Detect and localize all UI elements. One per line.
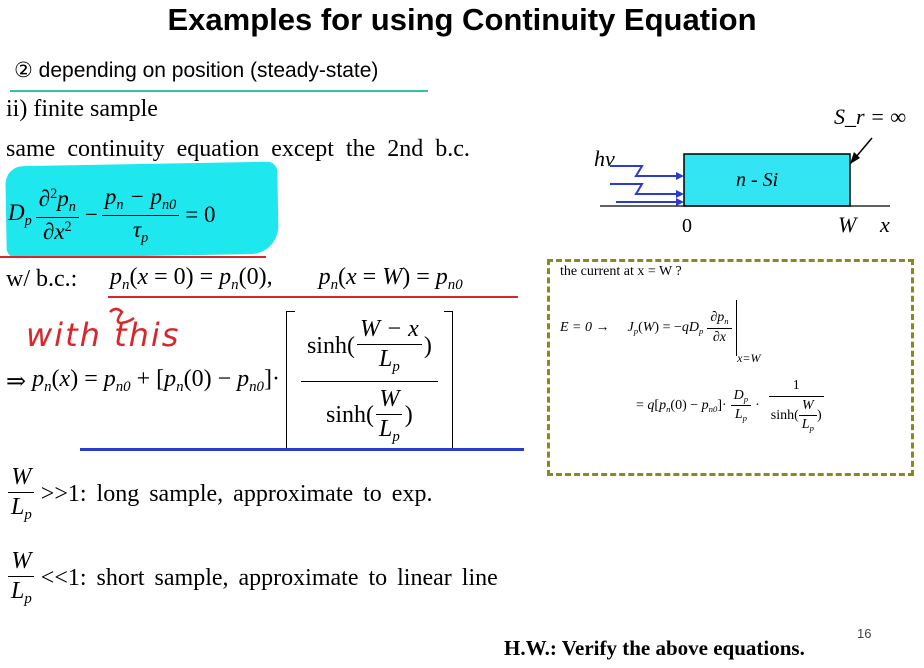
red-underline-equation bbox=[0, 256, 266, 258]
current-equation: E = 0 → $J_p(W) = -qD_p$ $\frac{\partial p_n}{\partial x}$ x=W bbox=[560, 300, 761, 356]
svg-text:W: W bbox=[838, 212, 857, 237]
right-bracket bbox=[444, 311, 453, 451]
bc-prefix: w/ b.c.: bbox=[6, 266, 78, 292]
svg-text:hν: hν bbox=[594, 146, 615, 171]
svg-text:S_r = ∞: S_r = ∞ bbox=[834, 104, 907, 129]
left-bracket bbox=[286, 311, 295, 451]
diffusion-equation: $D_p$ $\frac{\partial^2p_n}{\partial x^2}$ − $\frac{p_n - p_{n0}}{\tau_p}$ = 0 bbox=[8, 184, 216, 246]
light-arrows bbox=[610, 166, 680, 202]
red-underline-bc bbox=[108, 296, 518, 298]
short-sample-line: $\frac{W}{L_p}$ <<1: short sample, approximate to linear line bbox=[8, 548, 498, 608]
svg-text:n - Si: n - Si bbox=[736, 169, 779, 191]
page-number: 16 bbox=[857, 626, 872, 641]
intro-line: same continuity equation except the 2nd b.c. bbox=[6, 136, 470, 162]
long-sample-line: $\frac{W}{L_p}$ >>1: long sample, approximate to exp. bbox=[8, 464, 432, 524]
boundary-conditions: $p_n(x = 0) = p_n(0)$, $p_n(x = W) = p_{n0}$ bbox=[110, 264, 463, 294]
svg-text:0: 0 bbox=[682, 215, 692, 237]
subtitle-underline bbox=[10, 90, 428, 92]
implies-arrow: ⇒ bbox=[6, 368, 27, 395]
slide-title: Examples for using Continuity Equation bbox=[167, 2, 757, 37]
blue-underline-solution bbox=[80, 448, 524, 451]
subtitle: ② depending on position (steady-state) bbox=[14, 59, 379, 82]
sample-diagram bbox=[580, 100, 910, 240]
long-sample-text: >>1: long sample, approximate to exp. bbox=[40, 480, 433, 507]
svg-text:x: x bbox=[880, 212, 890, 237]
homework-note: H.W.: Verify the above equations. bbox=[504, 636, 805, 660]
short-sample-text: <<1: short sample, approximate to linear line bbox=[40, 564, 498, 591]
solution-equation: ⇒ $p_n(x) = p_{n0} + [p_n(0) - p_{n0}]\cdot$ sinh( $\frac{W - x}{L_p}$ ) sinh( $\frac{W}{L_p}$ ) bbox=[6, 306, 453, 456]
current-question: the current at x = W ? bbox=[560, 264, 682, 279]
current-result: = $q[p_n(0) - p_{n0}]\cdot$ $\frac{D_p}{L_p}$ · 1 sinh( $\frac{W}{L_p}$ ) bbox=[636, 378, 825, 433]
svg-text:with this: with this bbox=[26, 316, 181, 354]
case-heading: ii) finite sample bbox=[6, 96, 158, 122]
current-box bbox=[547, 259, 914, 476]
